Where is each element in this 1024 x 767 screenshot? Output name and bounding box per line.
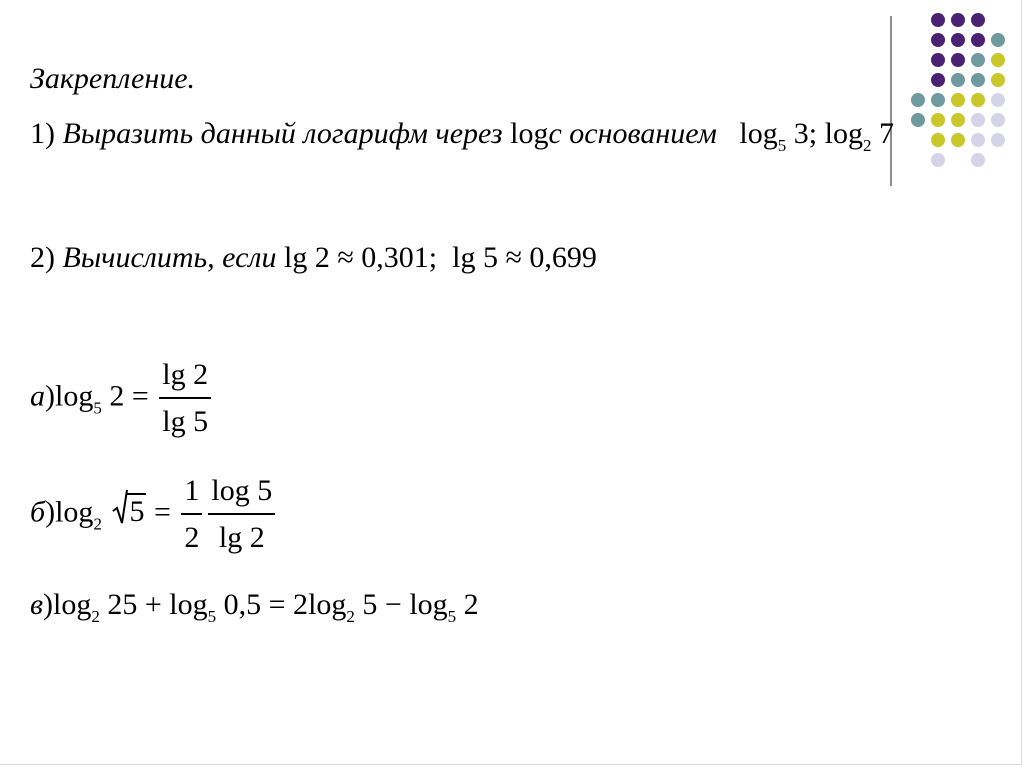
- fraction-denominator: 2: [184, 520, 200, 554]
- decorative-dot: [951, 73, 965, 87]
- task-2-text: Вычислить, если: [62, 241, 277, 274]
- log-base: 2: [93, 514, 102, 534]
- log-base: 2: [91, 607, 100, 626]
- task-2-number: 2): [30, 241, 55, 274]
- decorative-dot: [971, 33, 985, 47]
- decorative-dot: [911, 113, 925, 127]
- item-a: [30, 358, 214, 439]
- decorative-dot: [971, 113, 985, 127]
- decorative-dot-grid: [0, 0, 1024, 200]
- task-1-text2: с основанием: [548, 117, 717, 150]
- log-symbol: log: [824, 117, 863, 150]
- decorative-dot: [951, 13, 965, 27]
- decorative-dot: [971, 93, 985, 107]
- task-2: [30, 243, 597, 273]
- log-symbol: log: [55, 379, 94, 413]
- decorative-dot: [931, 133, 945, 147]
- decorative-dot: [951, 113, 965, 127]
- decorative-dot: [971, 133, 985, 147]
- decorative-dot: [931, 53, 945, 67]
- slide-title: Закрепление.: [30, 62, 196, 95]
- item-a-label: а: [30, 379, 45, 413]
- divider-line: [890, 16, 892, 186]
- decorative-dot: [971, 13, 985, 27]
- radical-sign-icon: [112, 489, 128, 525]
- log-argument: 3;: [793, 117, 818, 150]
- log-argument: 5 −: [362, 588, 402, 621]
- decorative-dot: [931, 33, 945, 47]
- item-c-label: в: [30, 588, 44, 621]
- decorative-dot: [931, 93, 945, 107]
- decorative-dot: [971, 153, 985, 167]
- decorative-dot: [951, 133, 965, 147]
- decorative-dot: [951, 53, 965, 67]
- log-base: 5: [93, 398, 102, 418]
- decorative-dot: [991, 73, 1005, 87]
- log-symbol: log: [308, 588, 347, 621]
- item-c-paren: ): [43, 588, 54, 621]
- square-root: [112, 493, 146, 527]
- log-symbol: log: [169, 588, 208, 621]
- log-argument: 2 =: [109, 379, 149, 413]
- decorative-dot: [931, 153, 945, 167]
- decorative-dot: [951, 33, 965, 47]
- fraction-coefficient: [181, 474, 202, 555]
- log-argument: 2: [463, 588, 479, 621]
- item-b-label: б: [30, 495, 46, 529]
- task-1-expression: [739, 117, 894, 155]
- equals-sign: =: [153, 495, 171, 529]
- item-b-paren: ): [45, 495, 56, 529]
- log-base: 5: [207, 607, 217, 626]
- decorative-dot: [991, 113, 1005, 127]
- decorative-dot: [971, 73, 985, 87]
- fraction: [208, 474, 275, 555]
- decorative-dot: [991, 33, 1005, 47]
- item-a-paren: ): [45, 379, 55, 413]
- log-argument: 7: [878, 117, 894, 150]
- fraction-numerator: lg 2: [159, 358, 211, 399]
- log-symbol: log: [409, 588, 448, 621]
- decorative-dot: [911, 93, 925, 107]
- decorative-dot: [991, 133, 1005, 147]
- decorative-dot: [991, 53, 1005, 67]
- radicand: 5: [129, 495, 145, 529]
- task-1-number: 1): [30, 117, 55, 150]
- fraction-denominator: lg 2: [218, 520, 265, 554]
- fraction: [159, 358, 211, 439]
- decorative-dot: [931, 13, 945, 27]
- decorative-dot: [931, 73, 945, 87]
- log-symbol: log: [55, 495, 94, 529]
- fraction-denominator: lg 5: [162, 404, 209, 438]
- task-1-log-word: log: [510, 117, 549, 150]
- task-1: [30, 119, 894, 154]
- decorative-dot: [951, 93, 965, 107]
- log-base: 5: [447, 607, 457, 626]
- log-base: 5: [777, 136, 787, 155]
- fraction-numerator: 1: [181, 474, 202, 515]
- item-c: [30, 590, 479, 625]
- log-argument: 0,5 = 2: [223, 588, 309, 621]
- decorative-dot: [931, 113, 945, 127]
- decorative-dot: [971, 53, 985, 67]
- log-symbol: log: [739, 117, 778, 150]
- task-2-given: lg 2 ≈ 0,301; lg 5 ≈ 0,699: [283, 241, 597, 274]
- item-b: [30, 474, 278, 555]
- task-1-text: Выразить данный логарифм через: [62, 117, 503, 150]
- log-symbol: log: [53, 588, 92, 621]
- log-base: 2: [346, 607, 355, 626]
- fraction-numerator: log 5: [208, 474, 275, 515]
- log-base: 2: [862, 136, 872, 155]
- log-argument: 25 +: [107, 588, 162, 621]
- decorative-dot: [991, 93, 1005, 107]
